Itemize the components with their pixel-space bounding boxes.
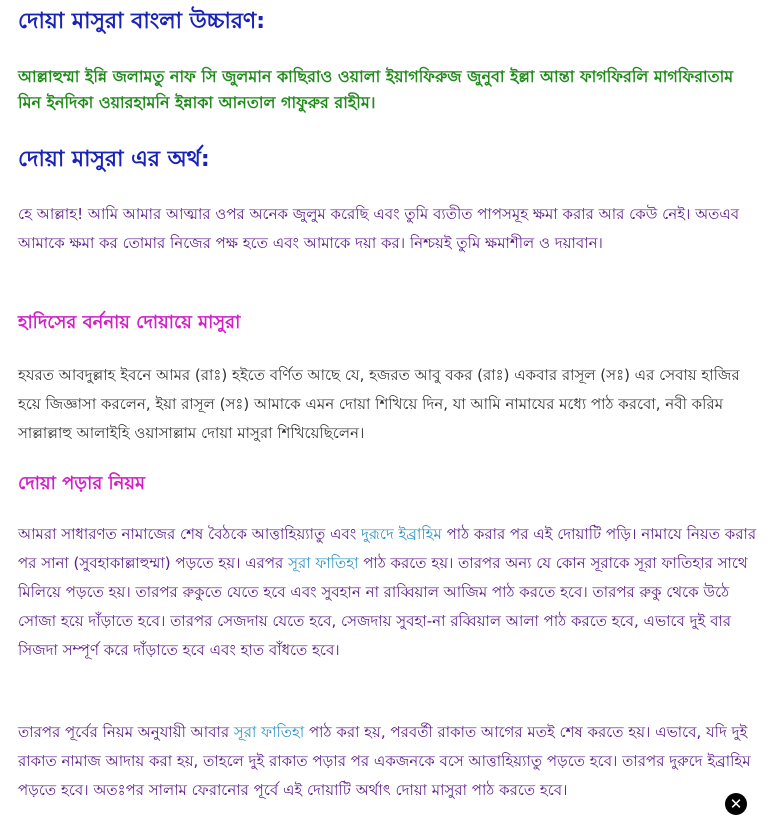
rules-heading-block (18, 471, 760, 497)
pronunciation-heading-block (18, 8, 760, 36)
durude-ibrahim-link[interactable]: দুরূদে ইব্রাহিম (361, 525, 442, 543)
rules-paragraph-1 (18, 520, 760, 665)
meaning-heading: দোয়া মাসুরা এর অর্থ: (18, 147, 210, 172)
surah-fatiha-link-1[interactable]: সূরা ফাতিহা (288, 554, 359, 572)
surah-fatiha-link-2[interactable]: সূরা ফাতিহা (233, 723, 305, 741)
rules-p1-text-2: পাঠ করার পর এই দোয়াটি পড়ি। নামাযে নিয়ত করার পর সানা (সুবহাকাল্লাহুম্মা) পড়তে হয়। এরপর (18, 525, 757, 572)
rules-heading: দোয়া পড়ার নিয়ম (18, 473, 146, 494)
hadith-heading-block (18, 310, 760, 336)
meaning-block (18, 200, 760, 258)
hadith-text: হযরত আবদুল্লাহ ইবনে আমর (রাঃ) হইতে বর্ণিত আছে যে, হজরত আবু বকর (রাঃ) একবার রাসূল (সঃ) এর সেবায় হাজির হয়ে জিজ্ঞাসা করলেন, ইয়া রাসূল (সঃ) আমাকে এমন দোয়া শিখিয়ে দিন, যা আমি নামাযের মধ্যে পাঠ করবো, নবী করিম সাল্লাল্লাহু আলাইহি ওয়াসাল্লাম দোয়া মাসুরা শিখিয়েছিলেন। (18, 366, 740, 442)
rules-p1-text-3: পাঠ করতে হয়। তারপর অন্য যে কোন সূরাকে সূরা ফাতিহার সাথে মিলিয়ে পড়তে হয়। তারপর রুকুতে যেতে হবে এবং সুবহান না রাব্বিয়াল আজিম পাঠ করতে হবে। তারপর রুকু থেকে উঠে সোজা হয়ে দাঁড়াতে হবে। তারপর সেজদায় যেতে হবে, সেজদায় সুবহা-না রব্বিয়াল আলা পাঠ করতে হবে, এভাবে দুই বার সিজদা সম্পূর্ণ করে দাঁড়াতে হবে এবং হাত বাঁধতে হবে। (18, 554, 748, 659)
rules-p2-text-1: তারপর পূর্বের নিয়ম অনুযায়ী আবার (18, 723, 234, 741)
close-icon: ✕ (729, 795, 743, 813)
hadith-heading: হাদিসের বর্ননায় দোয়ায়ে মাসুরা (18, 312, 241, 333)
rules-paragraph-2 (18, 718, 760, 805)
pronunciation-text: আল্লাহুম্মা ইন্নি জলামতু নাফ সি জুলমান কাছিরাও ওয়ালা ইয়াগফিরুজ জুনুবা ইল্লা আন্তা ফাগফিরলি মাগফিরাতাম মিন ইনদিকা ওয়ারহামনি ইন্নাকা আনতাল গাফুরুর রাহীম। (18, 67, 734, 112)
rules-p2-text-2: পাঠ করা হয়, পরবর্তী রাকাত আগের মতই শেষ করতে হয়। এভাবে, যদি দুই রাকাত নামাজ আদায় করা হয়, তাহলে দুই রাকাত পড়ার পর একজনকে বসে আত্তাহিয়্যাতু পড়তে হবে। তারপর দুরুদে ইব্রাহিম পড়তে হবে। অতঃপর সালাম ফেরানোর পূর্বে এই দোয়াটি অর্থাৎ দোয়া মাসুরা পাঠ করতে হবে। (18, 723, 751, 799)
close-button[interactable] (725, 793, 747, 815)
meaning-heading-block (18, 146, 760, 174)
rules-paragraph-2-block (18, 718, 760, 805)
pronunciation-block (18, 64, 760, 116)
meaning-text: হে আল্লাহ! আমি আমার আত্মার ওপর অনেক জুলুম করেছি এবং তুমি ব্যতীত পাপসমূহ ক্ষমা করার আর কেউ নেই। অতএব আমাকে ক্ষমা কর তোমার নিজের পক্ষ হতে এবং আমাকে দয়া কর। নিশ্চয়ই তুমি ক্ষমাশীল ও দয়াবান। (18, 205, 740, 252)
rules-paragraph-1-block (18, 520, 760, 665)
hadith-block (18, 361, 760, 448)
pronunciation-heading: দোয়া মাসুরা বাংলা উচ্চারণ: (18, 9, 266, 34)
rules-p1-text-1: আমরা সাধারণত নামাজের শেষ বৈঠকে আত্তাহিয়্যাতু এবং (18, 525, 362, 543)
